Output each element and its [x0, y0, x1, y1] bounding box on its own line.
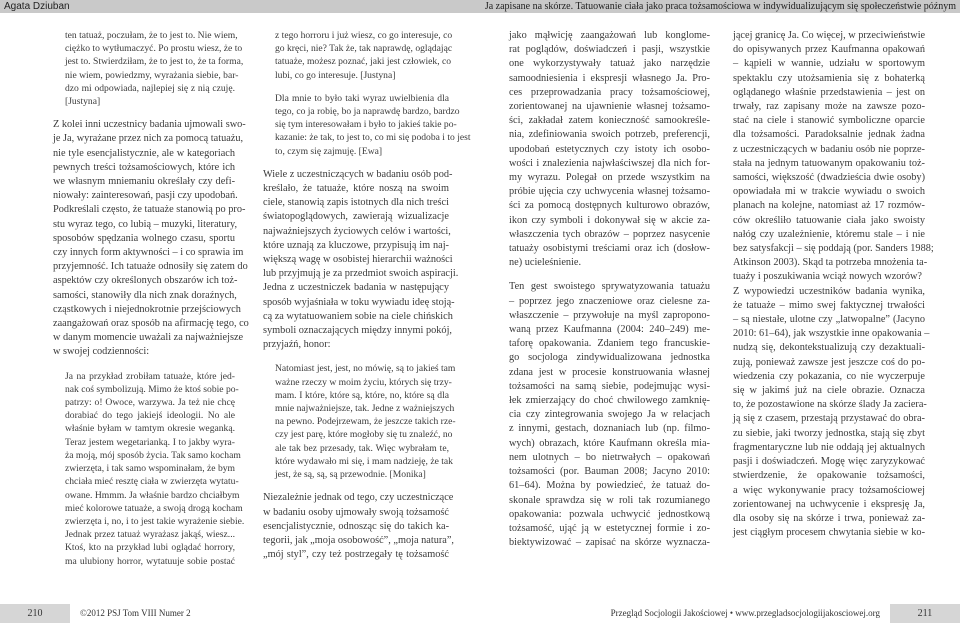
text-line: jącej granicę Ja. Co więcej, w przeciwieństwie	[733, 30, 926, 41]
text-line: stwierdzenie, że opakowanie tożsamości,	[733, 470, 925, 482]
quote-line: Ja na przykład zrobiłam tatuaże, które jed-	[65, 370, 235, 382]
text-line: tożsamości na samą siebie, podejmując wysi-	[509, 380, 710, 392]
text-line: kreślało, że tatuaże, które noszą na swoim	[263, 183, 449, 195]
text-line: zaangażowań oraz sposób na afirmację tego, co	[53, 318, 249, 330]
text-line: waną przez Kaufmanna (2004: 240–249) me-	[509, 324, 710, 336]
quote-line: właśnie byłam w tamtym okresie weganką.	[65, 423, 235, 435]
page-number-left: 210	[0, 604, 70, 623]
text-line: pewnych treści tożsamościowych, które ich	[53, 161, 235, 173]
text-line: przyjaźń, honor:	[263, 339, 331, 351]
text-line: właszczenie – przywołuje na myśl zapropono-	[509, 309, 710, 321]
text-line: opowiadała mi w trakcie wywiadu o swoich	[733, 186, 925, 198]
quote-line: mnie najważniejsze, tak. Jedne z ważniejszych	[275, 403, 455, 415]
text-line: wiedzenia czy pokazania, co nie wyczerpuje	[733, 370, 925, 382]
text-line: ikon czy symboli i dokonywał się w akcie za-	[509, 214, 710, 226]
text-line: przyjemność. Ich tatuaże odnosiły się zatem do	[53, 261, 248, 273]
text-line: my wyrazu. Polegał on przede wszystkim na	[509, 172, 710, 184]
text-line: oglądanego właśnie przedstawienia – jest on	[733, 86, 925, 98]
quote-line: zwierzęta, i tak samo wspominałam, że bym	[65, 463, 235, 475]
text-line: lub przyjmują je za przedmiot swoich aspiracji.	[263, 268, 459, 280]
text-line: Jedna z uczestniczek badania w następujący	[263, 282, 449, 294]
text-line: pasji i doświadczeń. Mogę więc zaryzykować	[733, 456, 925, 468]
text-line: Niezależnie jednak od tego, czy uczestniczące	[263, 492, 454, 504]
text-line: światopoglądowych, zawierają wizualizacje	[263, 211, 449, 223]
text-line: nem ulotnych – bo nietrwałych – opakowań	[509, 451, 710, 463]
text-line: nałóg czy uzależnienie, któremu stale – i nie	[733, 228, 925, 240]
column-4	[733, 29, 934, 540]
quote-line: to, czym się zajmuję. [Ewa]	[275, 145, 383, 157]
quote-line: jest to. Stwierdziłam, że to jest to, że ta forma,	[65, 56, 244, 68]
paragraph-gap	[509, 270, 710, 280]
quote-line: mam. I które, które są, które, no, które są dla	[275, 389, 449, 401]
quote-line: tego, co ja robię, bo ja naprawdę bardzo, bardzo	[275, 106, 460, 118]
text-line: cząstkowych i niejednokrotnie przejściowych	[53, 303, 241, 315]
quote-line: jest, że są, są, są przewodnie. [Monika]	[275, 469, 426, 481]
text-line: jest ciągłym procesem chwytania siebie w ko-	[733, 527, 925, 539]
text-line: skonale sprawdza się w roli tak rozumianego	[509, 494, 710, 506]
header-author: Agata Dziuban	[4, 1, 70, 12]
text-line: dla tożsamości. Paradoksalnie jednak żadna	[733, 129, 925, 141]
text-line: stu wyraz tego, co lubią – muzyki, literatury,	[53, 218, 238, 230]
quote-line: się tym interesowałam i było to jakieś takie po-	[275, 119, 457, 131]
quote-line: dorabiać do tego jakiejś ideologii. No ale	[65, 410, 235, 422]
paragraph-gap	[263, 352, 449, 362]
quote-line: patrzy: o! Owoce, warzywa. Ja też nie chcę	[65, 397, 235, 409]
text-line: nudzą się, dekontekstualizują czy dezaktuali-	[733, 342, 925, 354]
text-line: sposób wyjaśniała w toku wywiadu ideę stoją-	[263, 296, 455, 308]
text-line: a więc wykonywanie pracy tożsamościowej	[733, 484, 925, 496]
text-line: z innymi, gestach, doznaniach lub (np. filmo-	[509, 423, 710, 435]
text-line: łek zmierzający do choć chwilowego zamknię-	[509, 395, 710, 407]
text-line: bez satysfakcji – się poddają (por. Sanders 1988;	[733, 243, 934, 255]
text-line: ciele, stanowią zapis istotnych dla nich treści	[263, 197, 449, 209]
text-line: ces przeprowadzania pracy tożsamościowej,	[509, 86, 710, 98]
text-line: zdana jest w procesie konstruowania własnej	[509, 366, 710, 378]
text-line: Z kolei inni uczestnicy badania ujmowali swo-	[53, 119, 246, 131]
quote-line: Teraz jestem wegetarianką. I to jakby wyra-	[65, 436, 235, 448]
paragraph-gap	[263, 82, 449, 92]
page-footer	[0, 604, 960, 623]
text-line: 61–64). Można by powiedzieć, że tatuaż do-	[509, 480, 710, 492]
text-line: aspektów czy określonych obszarów ich toż-	[53, 275, 238, 287]
text-line: cą za wytatuowaniem sobie na ciele chińskich	[263, 310, 453, 322]
text-line: większą wagę w osobistej hierarchii ważności	[263, 254, 453, 266]
text-line: trwały, raz zapisany może na zawsze pozo-	[733, 101, 925, 113]
quote-line: które wydawało mi się, i mam nadzieję, że tak	[275, 455, 453, 467]
quote-line: Dla mnie to było taki wyraz uwielbienia dla	[275, 92, 449, 104]
text-line: opakowania: pozwala uchwycić jednostkową	[509, 508, 710, 520]
text-line: ści, zakładał zatem konieczność samookreśle-	[509, 115, 710, 127]
text-line: czy innych form aktywności – i co sprawia im	[53, 247, 244, 259]
text-line: próbie ujęcia czy uchwycenia własnej tożsamo-	[509, 186, 710, 198]
quote-line: owane. Hmmm. Ja właśnie bardzo chciałbym	[65, 489, 240, 501]
text-line: esencjalistycznie, odnosząc się do takich ka-	[263, 520, 449, 532]
quote-line: kazanie: że tak, to jest to, co mi się podoba i to jest	[275, 132, 471, 144]
quote-line: z tego horroru i już wiesz, co go interesuje, co	[275, 30, 453, 41]
paragraph-gap	[53, 360, 235, 370]
text-line: stać na ciele i stanowić symboliczne oparcie	[733, 115, 925, 127]
text-line: jako mąłwicję zaangażowań lub konglome-	[509, 30, 710, 41]
text-line: ją się z czasem, przestają przystawać do obra-	[733, 413, 925, 425]
text-line: spektaklu czy utożsamienia się z bohaterką	[733, 72, 925, 84]
text-line: do opisywanych przez Kaufmanna opakowań	[733, 44, 925, 56]
text-line: się w jakimś już na ciele obrazie. Oznacza	[733, 385, 925, 397]
text-line: 2010: 61–64), jak wszystkie inne opakowania –	[733, 328, 930, 340]
text-line: fragmentaryczne lub nie oddają jej aktualnych	[733, 441, 925, 453]
quote-line: mieć kolorowe tatuaże, a swoją drogą kocham	[65, 502, 243, 514]
text-line: najważniejszych życiowych celów i wartości,	[263, 225, 451, 237]
paragraph-gap	[53, 108, 235, 118]
text-line: one wykorzystywały tatuaż jako narzędzie	[509, 58, 710, 70]
header-title: Ja zapisane na skórze. Tatuowanie ciała jako praca tożsamościowa w indywidualizującym się społeczeństwie późnym	[484, 1, 956, 12]
quote-line: ważne rzeczy w moim życiu, których się trzy-	[275, 376, 452, 388]
footer-journal-left: ©2012 PSJ Tom VIII Numer 2	[80, 608, 191, 618]
quote-line: ciężko to wytłumaczyć. Po prostu wiesz, że to	[65, 43, 243, 55]
text-line: z uczestniczących w badaniu osób nie poprze-	[733, 143, 925, 155]
text-line: zorientowanej na uchwycenie i ekspresję Ja,	[733, 498, 925, 510]
text-line: samoodniesienia i ekspresji własnego Ja. Pro-	[509, 72, 710, 84]
quote-line: nie wiem, powiedzmy, wyrażania siebie, bar-	[65, 69, 239, 81]
footer-journal-right: Przegląd Socjologii Jakościowej • www.przegladsocjologiijakosciowej.org	[610, 608, 880, 618]
text-line: zorientowanej na ujawnienie własnej tożsamo-	[509, 101, 710, 113]
paragraph-gap	[263, 481, 449, 491]
text-line: niowały: zainteresowań, pasji czy upodobań.	[53, 190, 238, 202]
text-line: Wiele z uczestniczących w badaniu osób pod-	[263, 168, 453, 180]
text-line: sposobów spędzania wolnego czasu, sportu	[53, 232, 235, 244]
text-line: cia czy zintegrowania swojego Ja w relacjach	[509, 409, 710, 421]
column-1	[53, 29, 249, 568]
quote-line: ma ulubiony horror, wytatuuje sobie postać	[65, 555, 235, 567]
text-line: „mój styl”, czy też postrzegały tę tożsamość	[263, 549, 449, 561]
text-line: we własnym mniemaniu określały czy defi-	[53, 176, 235, 188]
text-line: w badaniu osoby ujmowały swoją tożsamość	[263, 506, 449, 518]
quote-line: lubi, co go interesuje. [Justyna]	[275, 69, 396, 81]
text-line: które uznają za kluczowe, przypisują im naj-	[263, 239, 449, 251]
quote-line: dzo mi odpowiada, najlepiej się z nią czuję.	[65, 82, 235, 94]
quote-line: go kręci, nie? Tak że, tak naprawdę, oglądając	[275, 43, 453, 55]
paragraph-gap	[263, 158, 449, 168]
text-line: właszczenia tych obrazów – poprzez nasycenie	[509, 228, 710, 240]
text-line: w swojej codzienności:	[53, 346, 150, 358]
text-line: – kąpieli w wannie, udziału w sportowym	[733, 58, 925, 70]
quote-line: zwierzęta i, no, i to jest takie wyrażenie siebie.	[65, 515, 245, 527]
quote-line: czy jest parę, które mogłoby się tu znaleźć, no	[275, 429, 453, 441]
column-2	[263, 29, 471, 562]
text-line: nia, zdefiniowania swoich potrzeb, preferencji,	[509, 129, 710, 141]
quote-line: chciała mieć resztę ciała w zwierzęta wytatu-	[65, 476, 239, 488]
text-line: dla osoby się na skórze i trwa, ponieważ za-	[733, 512, 925, 524]
text-line: tożsamości (por. Bauman 2008; Jacyno 2010:	[509, 466, 710, 478]
text-line: ców określiło tatuowanie ciała jako swoisty	[733, 214, 925, 226]
text-line: tuaży i poszukiwania wciąż nowych wzorów?	[733, 271, 922, 283]
text-line: symboli oznaczających między innymi pokój,	[263, 325, 453, 337]
text-line: ści za pomocą dostępnych kulturowo obrazów,	[509, 200, 710, 212]
text-line: planach na kolejne, natomiast aż 17 rozmów-	[733, 200, 925, 212]
text-line: Z wypowiedzi uczestników badania wynika,	[733, 285, 925, 297]
text-line: nie tyle esencjalistycznie, ale w kategoriach	[53, 147, 235, 159]
text-line: upodobań estetycznych czy istoty ich osobo-	[509, 143, 710, 155]
text-line: Ten gest swoistego sprywatyzowania tatuażu	[509, 281, 710, 293]
text-line: wych) obrazach, które Kaufmann określa mia-	[509, 437, 710, 449]
text-line: Podkreślali często, że tatuaże stanowią po pro-	[53, 204, 246, 216]
text-line: to, że pozostawione na skórze ślady Ja zaciera-	[733, 399, 927, 411]
text-line: stała na jednym tatuowanym opakowaniu toż-	[733, 157, 925, 169]
quote-line: nak coś symbolizują. Mimo że ktoś sobie po-	[65, 383, 239, 395]
text-line: taforę opakowania. Zdaniem tego francuskie-	[509, 338, 710, 350]
text-line: samości, stanowiły dla nich znak doraźnych,	[53, 289, 237, 301]
column-3	[509, 29, 710, 550]
text-line: Atkinson 2003). Skąd ta potrzeba mnożenia ta-	[733, 257, 928, 269]
quote-line: ale tak bez przesady, tak. Więc wybrałam te,	[275, 442, 449, 454]
text-line: tatuaży osobistymi treściami oraz ich (dosłow-	[509, 243, 710, 255]
text-line: – poprzez jego znaczeniowe oraz cielesne za-	[509, 295, 710, 307]
text-line: – są niestałe, ulotne czy „latwopalne” (Jacyno	[733, 314, 925, 326]
text-line: je Ja, wyrażane przez nich za pomocą tatuażu,	[53, 133, 244, 145]
quote-line: ten tatuaż, poczułam, że to jest to. Nie wiem,	[65, 30, 238, 41]
text-line: biektywizować – zapisać na skórze wyznacza-	[509, 537, 710, 549]
text-line: że tatuaże – mimo swej faktycznej trwałości	[733, 299, 925, 311]
quote-line: ża moją, mój sposób życia. Tak samo kocham	[65, 449, 241, 461]
text-line: tegorii, jak „moja osobowość”, „moja natura”,	[263, 534, 455, 546]
text-line: ne) ucieleśnienie.	[509, 257, 582, 269]
quote-line: na pewno. Podejrzewam, że jeszcze takich rze-	[275, 416, 456, 428]
running-header	[0, 0, 960, 13]
text-line: wości i znalezienia najwłaściwszej dla nich for-	[509, 157, 710, 169]
text-line: rat poglądów, doświadczeń i pasji, wszystkie	[509, 44, 710, 56]
text-line: w danym momencie uważali za najważniejsze	[53, 332, 244, 344]
page-number-right: 211	[890, 604, 960, 623]
text-line: tożsamość, ująć ją w estetycznej formie i zo-	[509, 522, 710, 534]
text-line: zują, ponieważ zawsze jest jeszcze coś do po-	[733, 356, 925, 368]
quote-line: Ktoś, kto na przykład lubi oglądać horrory,	[65, 542, 235, 554]
text-line: zu siebie, jaki tworzy jednostka, stają się zbyt	[733, 427, 925, 439]
text-line: go socjologa zindywidualizowana jednostka	[509, 352, 710, 364]
quote-line: Natomiast jest, jest, no mówię, są to jakieś tam	[275, 363, 456, 375]
quote-line: tatuaże, możesz poznać, jaki jest człowiek, co	[275, 56, 452, 68]
quote-line: [Justyna]	[65, 96, 101, 108]
quote-line: Jednak przez tatuaż wyrażasz jakąś, wiesz...	[65, 529, 235, 541]
text-line: samości, większość (dwadzieścia dwie osoby)	[733, 172, 925, 184]
